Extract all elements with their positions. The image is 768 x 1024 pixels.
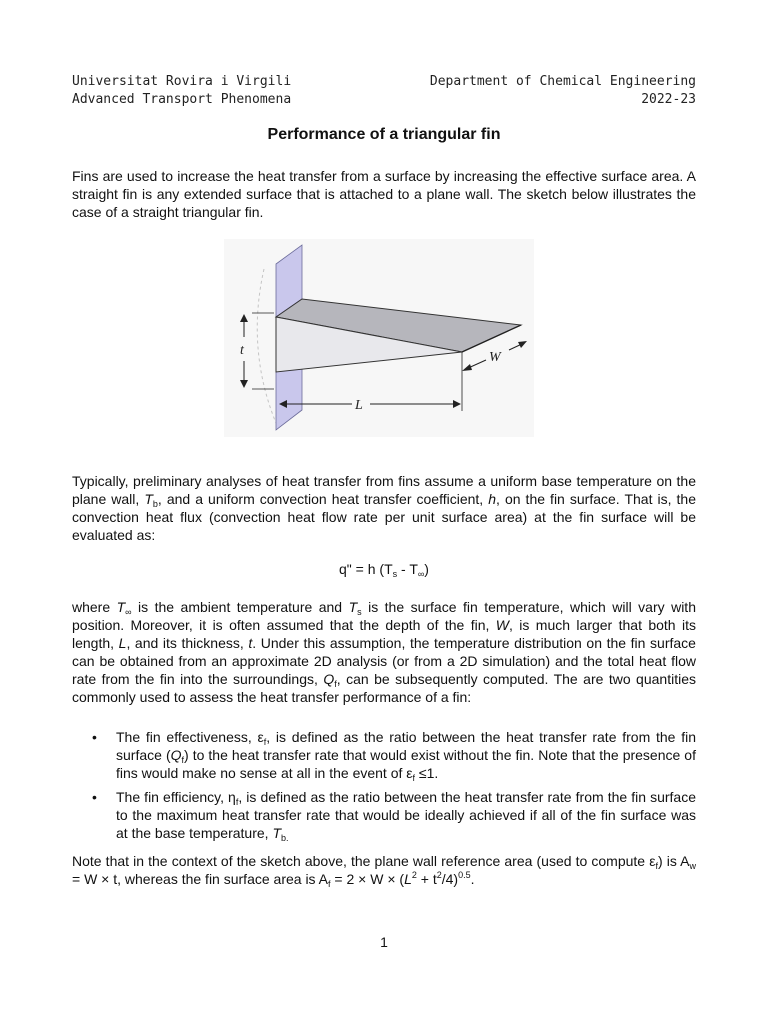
department-name: Department of Chemical Engineering	[429, 74, 696, 89]
assumptions-paragraph: Typically, preliminary analyses of heat transfer from fins assume a uniform base temperature on the plane wall, $T_b$, and a uniform convection heat transfer coefficient, h, on the fin surface. That is, the convection heat flux (convection heat flow rate per unit surface area) at the fin surface will be evaluated as:	[72, 473, 697, 543]
definitions-paragraph: where $T_\infty$ is the ambient temperature and $T_s$ is the surface fin temperature, which will vary with position. Moreover, it is often assumed that the depth of the fin, W, is much larger that both its length, L, and its thickness, t. Under this assumption, the temperature distribution on the fin surface can be obtained from an approximate 2D analysis (or from a 2D simulation) and the total heat flow rate from the fin into the surroundings, $Q_f$, can be subsequently computed. The are two quantities commonly used to assess the heat transfer performance of a fin:	[72, 599, 696, 705]
list-item-fin-effectiveness: • The fin effectiveness, $\varepsilon_f$, is defined as the ratio between the heat transfer rate from the fin surface $(Q_f)$ to the heat transfer rate that would exist without the fin. Note that the presence of fins would make no sense at all in the event of $\varepsilon_f \le 1$.	[92, 729, 696, 783]
university-name: Universitat Rovira i Virgili	[72, 74, 292, 89]
performance-metrics-list	[72, 728, 696, 842]
academic-year: 2022-23	[641, 92, 696, 107]
area-note-paragraph: Note that in the context of the sketch above, the plane wall reference area (used to compute $\varepsilon_f$) is $A_w = W \times t$, whereas the fin surface area is $A_f = 2 \times W \times (L^2 + t^2/4)^{0.5}$.	[72, 853, 696, 889]
course-name: Advanced Transport Phenomena	[72, 92, 292, 107]
bullet-marker: •	[92, 729, 97, 745]
heat-flux-equation: q" = h $(T_s - T_\infty)$	[339, 561, 429, 579]
intro-paragraph: Fins are used to increase the heat transfer from a surface by increasing the effective surface area. A straight fin is any extended surface that is attached to a plane wall. The sketch below illustrates the case of a straight triangular fin.	[72, 168, 696, 220]
label-t: t	[240, 343, 244, 358]
label-l: L	[355, 398, 363, 413]
bullet-marker: •	[92, 789, 97, 805]
label-w: W	[489, 350, 501, 365]
page-number: 1	[380, 934, 388, 950]
list-item-fin-efficiency: • The fin efficiency, $\eta_f$, is defined as the ratio between the heat transfer rate from the fin surface to the maximum heat transfer rate that would be ideally achieved if all of the fin surface was at the base temperature, $T_{b.}$	[92, 789, 696, 843]
page-title: Performance of a triangular fin	[267, 126, 501, 143]
header-left	[72, 73, 291, 109]
triangular-fin-figure	[224, 239, 534, 437]
header-right	[430, 73, 696, 109]
